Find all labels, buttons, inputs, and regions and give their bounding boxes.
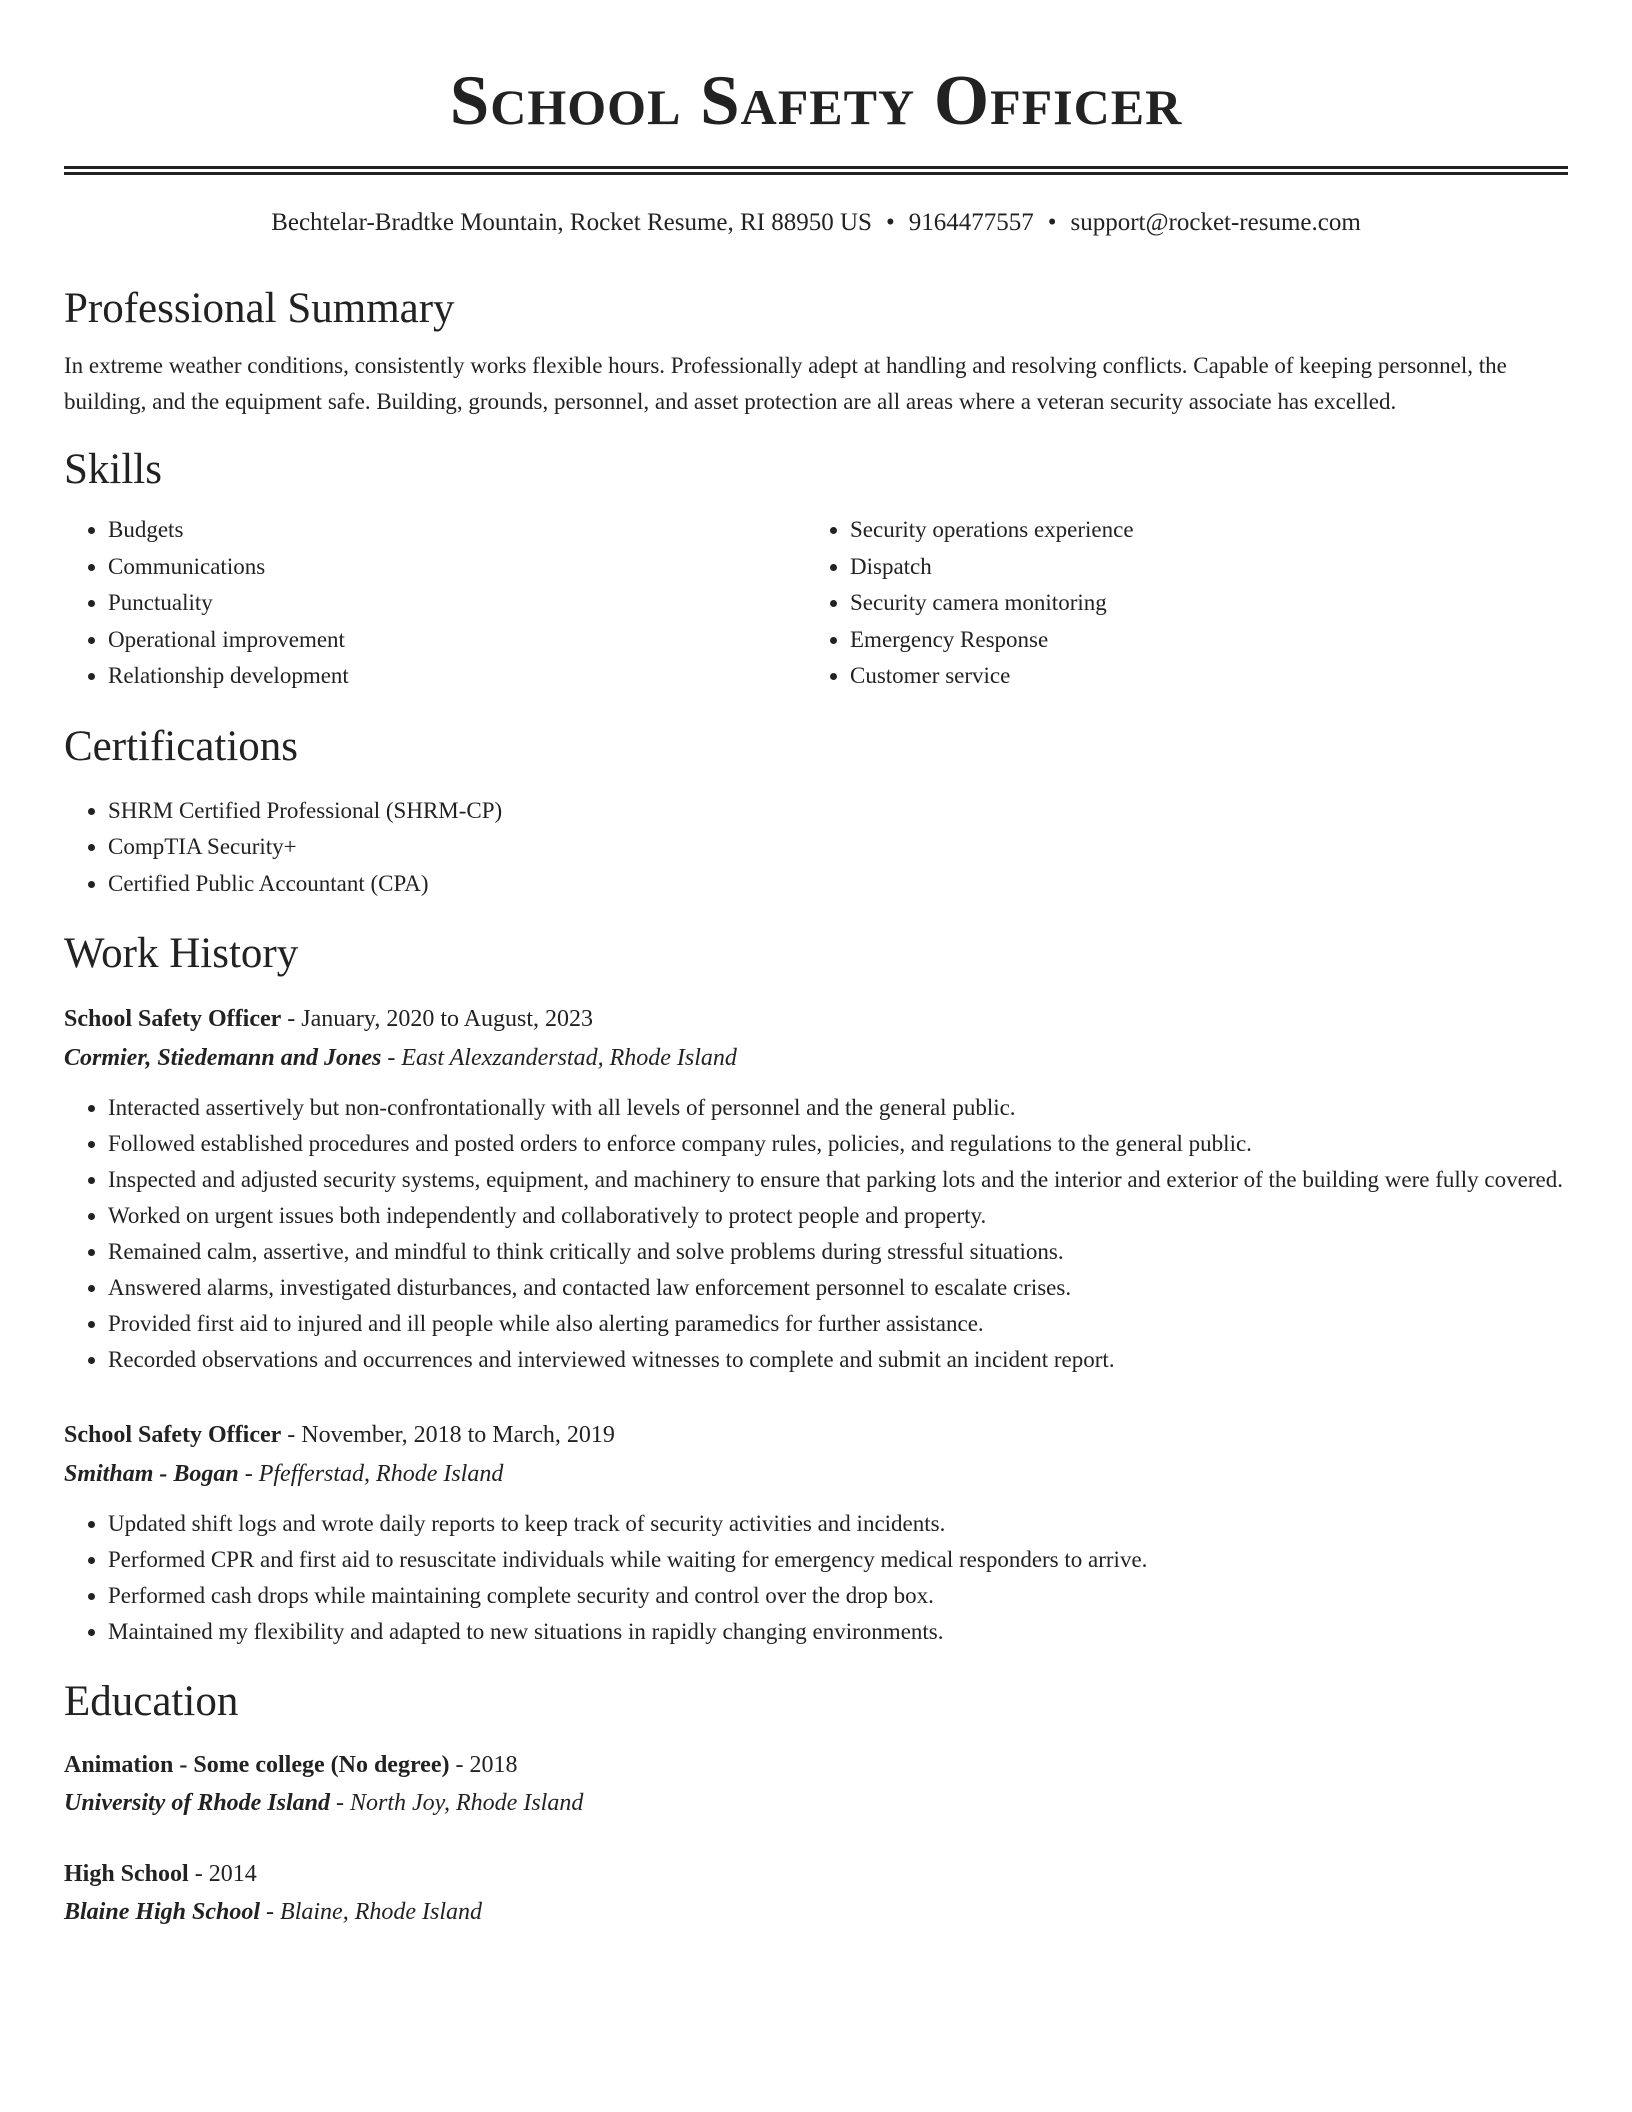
skill-item: • Communications: [108, 549, 806, 586]
job-employer: Cormier, Stiedemann and Jones: [64, 1045, 382, 1071]
section-title-certifications: Certifications: [64, 722, 299, 770]
certification-item: • Certified Public Accountant (CPA): [108, 866, 1568, 903]
education-degree-line: Animation - Some college (No degree) - 2018: [64, 1752, 518, 1778]
skill-item: • Relationship development: [108, 658, 806, 695]
job-employer-line: Cormier, Stiedemann and Jones - East Alexzanderstad, Rhode Island: [64, 1045, 737, 1071]
skill-item: • Security camera monitoring: [850, 585, 1548, 622]
job-location: Pfefferstad, Rhode Island: [258, 1461, 504, 1487]
skill-item: • Operational improvement: [108, 622, 806, 659]
job-bullet: • Provided first aid to injured and ill people while also alerting paramedics for further assistance.: [108, 1306, 1568, 1342]
certifications-list: [64, 793, 1568, 903]
education-school-line: Blaine High School - Blaine, Rhode Island: [64, 1899, 483, 1925]
job-role: School Safety Officer: [64, 1006, 282, 1032]
job-dates: January, 2020 to August, 2023: [301, 1006, 594, 1032]
job-bullet: • Worked on urgent issues both independently and collaboratively to protect people and property.: [108, 1198, 1568, 1234]
job-bullet: • Maintained my flexibility and adapted to new situations in rapidly changing environments.: [108, 1614, 1568, 1650]
contact-email[interactable]: support@rocket-resume.com: [1070, 209, 1361, 236]
job-entry: [64, 1000, 1568, 1378]
job-location: East Alexzanderstad, Rhode Island: [401, 1045, 737, 1071]
job-bullet: • Remained calm, assertive, and mindful to think critically and solve problems during stressful situations.: [108, 1234, 1568, 1270]
education-location: Blaine, Rhode Island: [280, 1899, 483, 1925]
education-entry: [64, 1746, 1568, 1822]
skills-column-right: [806, 512, 1548, 695]
candidate-name: School Safety Officer: [449, 62, 1183, 140]
job-bullets: [64, 1090, 1568, 1378]
skills-grid: [64, 512, 1568, 695]
education-school-line: University of Rhode Island - North Joy, Rhode Island: [64, 1790, 584, 1816]
certification-item: • SHRM Certified Professional (SHRM-CP): [108, 793, 1568, 830]
job-bullet: • Performed cash drops while maintaining complete security and control over the drop box.: [108, 1578, 1568, 1614]
skill-item: • Emergency Response: [850, 622, 1548, 659]
skill-item: • Punctuality: [108, 585, 806, 622]
contact-address: Bechtelar-Bradtke Mountain, Rocket Resume, RI 88950 US: [271, 209, 872, 236]
skill-item: • Budgets: [108, 512, 806, 549]
skill-item: • Customer service: [850, 658, 1548, 695]
skill-item: • Security operations experience: [850, 512, 1548, 549]
certification-item: • CompTIA Security+: [108, 829, 1568, 866]
section-title-summary: Professional Summary: [64, 285, 455, 332]
education-location: North Joy, Rhode Island: [350, 1790, 584, 1816]
education-degree-line: High School - 2014: [64, 1861, 257, 1887]
education-school: Blaine High School: [64, 1899, 261, 1925]
job-role: School Safety Officer: [64, 1422, 282, 1448]
job-bullet: • Performed CPR and first aid to resuscitate individuals while waiting for emergency medical responders to arrive.: [108, 1542, 1568, 1578]
job-bullets: [64, 1506, 1568, 1650]
education-school: University of Rhode Island: [64, 1790, 331, 1816]
section-title-skills: Skills: [64, 446, 162, 493]
job-bullet: • Recorded observations and occurrences and interviewed witnesses to complete and submit an incident report.: [108, 1342, 1568, 1378]
job-title-line: School Safety Officer - November, 2018 to March, 2019: [64, 1422, 615, 1448]
skills-column-left: [64, 512, 806, 695]
section-title-education: Education: [64, 1678, 239, 1725]
education-year: 2018: [469, 1752, 518, 1778]
contact-phone[interactable]: 9164477557: [908, 209, 1034, 236]
section-title-work-history: Work History: [64, 930, 299, 977]
skill-item: • Dispatch: [850, 549, 1548, 586]
education-year: 2014: [208, 1861, 257, 1887]
job-bullet: • Updated shift logs and wrote daily reports to keep track of security activities and incidents.: [108, 1506, 1568, 1542]
job-bullet: • Answered alarms, investigated disturbances, and contacted law enforcement personnel to escalate crises.: [108, 1270, 1568, 1306]
job-employer: Smitham - Bogan: [64, 1461, 239, 1487]
job-entry: [64, 1416, 1568, 1650]
job-employer-line: Smitham - Bogan - Pfefferstad, Rhode Island: [64, 1461, 504, 1487]
job-title-line: School Safety Officer - January, 2020 to August, 2023: [64, 1006, 594, 1032]
job-bullet: • Followed established procedures and posted orders to enforce company rules, policies, and regulations to the general public.: [108, 1126, 1568, 1162]
education-entry: [64, 1855, 1568, 1931]
contact-separator: •: [1047, 209, 1057, 236]
job-dates: November, 2018 to March, 2019: [301, 1422, 615, 1448]
summary-text: In extreme weather conditions, consistently works flexible hours. Professionally adept at handling and resolving conflicts. Capable of keeping personnel, the building, and the equipment safe. Building, grounds, personnel, and asset protection are all areas where a veteran security associate has excelled.: [64, 353, 1507, 414]
contact-line: [64, 207, 1568, 239]
header-divider: [64, 166, 1568, 175]
education-degree: High School: [64, 1861, 189, 1887]
job-bullet: • Inspected and adjusted security systems, equipment, and machinery to ensure that parking lots and the interior and exterior of the building were fully covered.: [108, 1162, 1568, 1198]
education-degree: Animation - Some college (No degree): [64, 1752, 450, 1778]
contact-separator: •: [885, 209, 895, 236]
job-bullet: • Interacted assertively but non-confrontationally with all levels of personnel and the general public.: [108, 1090, 1568, 1126]
